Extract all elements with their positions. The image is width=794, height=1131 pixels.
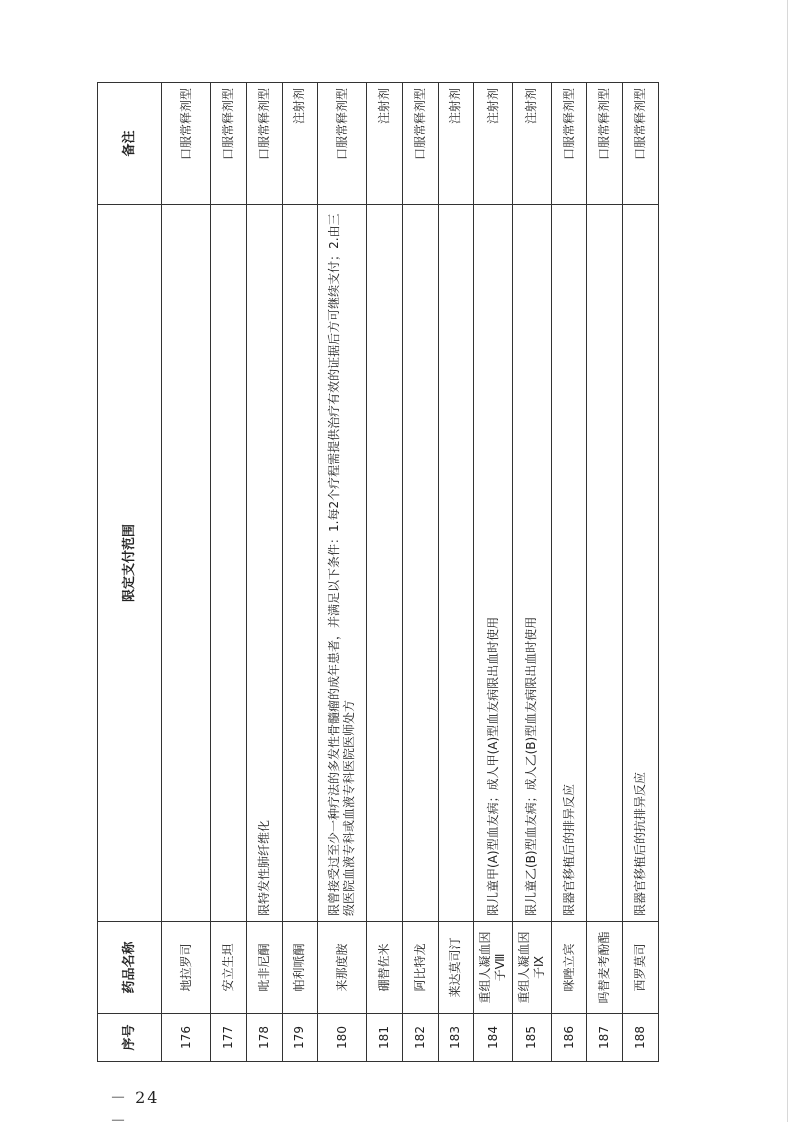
table-row [367,83,403,1062]
row-note: 口服常释剂型 [246,83,282,205]
row-seq: 179 [282,1014,318,1062]
row-seq: 187 [587,1014,623,1062]
row-payment-scope: 限特发性肺纤维化 [246,205,282,922]
scan-edge-line [787,0,788,1122]
header-seq: 序号 [98,1014,162,1062]
table-row [587,83,623,1062]
row-payment-scope: 限器官移植后的抗排异反应 [623,205,659,922]
row-note: 口服常释剂型 [211,83,247,205]
row-payment-scope: 限儿童甲(A)型血友病；成人甲(A)型血友病限出血时使用 [474,205,513,922]
header-note: 备注 [98,83,162,205]
row-drug-name: 地拉罗司 [162,922,211,1014]
row-seq: 184 [474,1014,513,1062]
row-drug-name: 吗替麦考酚酯 [587,922,623,1014]
row-note: 注射剂 [513,83,552,205]
row-seq: 178 [246,1014,282,1062]
table-header-row [98,83,162,1062]
page-number: － 24 － [110,1088,160,1130]
table-row [282,83,318,1062]
row-drug-name: 来那度胺 [318,922,367,1014]
row-payment-scope: 限曾接受过至少一种疗法的多发性骨髓瘤的成年患者，并满足以下条件：1.每2个疗程需提供治疗有效的证据后方可继续支付；2.由三级医院血液专科或血液专科医院医师处方 [318,205,367,922]
row-seq: 182 [402,1014,438,1062]
row-payment-scope [211,205,247,922]
table-row [623,83,659,1062]
drug-payment-table [97,82,659,1062]
row-payment-scope [162,205,211,922]
table-row [402,83,438,1062]
header-drug-name: 药品名称 [98,922,162,1014]
row-payment-scope [587,205,623,922]
row-payment-scope: 限器官移植后的排异反应 [551,205,587,922]
row-note: 口服常释剂型 [162,83,211,205]
row-note: 注射剂 [367,83,403,205]
row-seq: 183 [438,1014,474,1062]
row-drug-name: 咪唑立宾 [551,922,587,1014]
table-row [246,83,282,1062]
row-drug-name: 吡非尼酮 [246,922,282,1014]
row-payment-scope: 限儿童乙(B)型血友病；成人乙(B)型血友病限出血时使用 [513,205,552,922]
table-row [551,83,587,1062]
row-note: 注射剂 [282,83,318,205]
row-drug-name: 重组人凝血因子Ⅷ [474,922,513,1014]
row-seq: 180 [318,1014,367,1062]
table-row [438,83,474,1062]
row-note: 口服常释剂型 [623,83,659,205]
row-note: 注射剂 [438,83,474,205]
row-seq: 186 [551,1014,587,1062]
row-note: 口服常释剂型 [318,83,367,205]
row-payment-scope [282,205,318,922]
row-drug-name: 莱达莫司汀 [438,922,474,1014]
row-payment-scope [402,205,438,922]
table-row [513,83,552,1062]
row-note: 口服常释剂型 [402,83,438,205]
table-row [211,83,247,1062]
row-drug-name: 阿比特龙 [402,922,438,1014]
row-note: 口服常释剂型 [551,83,587,205]
row-payment-scope [367,205,403,922]
row-note: 注射剂 [474,83,513,205]
row-drug-name: 西罗莫司 [623,922,659,1014]
row-payment-scope [438,205,474,922]
row-drug-name: 帕利哌酮 [282,922,318,1014]
table-row [162,83,211,1062]
row-drug-name: 重组人凝血因子Ⅸ [513,922,552,1014]
row-note: 口服常释剂型 [587,83,623,205]
row-drug-name: 安立生坦 [211,922,247,1014]
drug-table-region [97,83,659,1062]
row-seq: 185 [513,1014,552,1062]
rotated-table-wrapper [97,83,659,1062]
table-row [318,83,367,1062]
row-seq: 181 [367,1014,403,1062]
header-payment-scope: 限定支付范围 [98,205,162,922]
row-seq: 177 [211,1014,247,1062]
row-seq: 188 [623,1014,659,1062]
row-drug-name: 硼替佐米 [367,922,403,1014]
table-row [474,83,513,1062]
row-seq: 176 [162,1014,211,1062]
